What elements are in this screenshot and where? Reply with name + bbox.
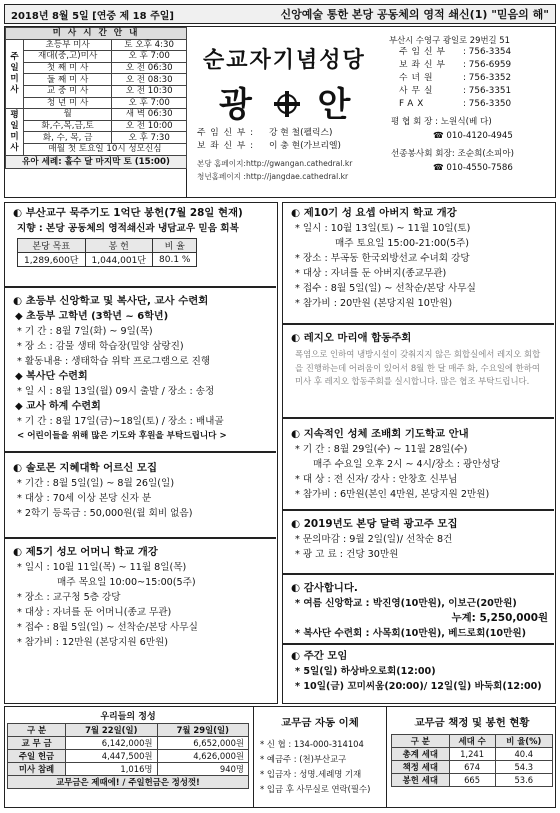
info-line: 매주 수요일 오후 2시 ~ 4시/장소 : 광안성당: [313, 459, 501, 470]
offering-footer: 교무금은 제때에! / 주일헌금은 정성껏!: [8, 775, 249, 788]
phone-row: [381, 46, 555, 59]
info-line: 매주 목요일 10:00~15:00(5주): [57, 577, 196, 588]
meeting-line: * 5일(일) 하상바오로회(12:00): [283, 664, 554, 679]
table-row-label: 책정 세대: [392, 761, 450, 774]
phone-number: : 756-3350: [463, 99, 512, 109]
info-line: * 대상 : 70세 이상 본당 신자 분: [5, 491, 276, 506]
table-header: 7월 29일(일): [157, 723, 249, 736]
table-row-label: 총계 세대: [392, 748, 450, 761]
phone-number: : 756-3354: [463, 47, 512, 57]
section-title: ◐ 부산교구 묵주기도 1억단 봉헌(7월 28일 현재): [5, 206, 276, 221]
section-title: ◐ 감사합니다.: [283, 581, 554, 596]
phone-label: 사무실: [399, 86, 437, 96]
table-cell: 6,142,000원: [66, 736, 158, 749]
info-line: * 광 고 료 : 건당 30만원: [283, 547, 554, 562]
section-title: ◐ 레지오 마리애 합동주회: [283, 331, 554, 346]
phone-row: [381, 59, 555, 72]
legio-notice: 폭염으로 인하여 냉방시설이 갖춰지지 않은 회합실에서 레지오 회합을 진행하는데 어려움이 있어서 8월 한 달 매주 화, 수요일에 한하여 미사 후 레지오 합동주회를 실시합니다. 많은 협조 부탁드립니다.: [295, 349, 541, 386]
auto-transfer-info: [253, 707, 387, 807]
info-line: * 기 간 : 8월 29일(수) ~ 11월 28일(수): [283, 442, 554, 457]
meeting-line: * 10일(금) 꼬미씨움(20:00)/ 12일(일) 바둑회(12:00): [283, 679, 554, 694]
info-line: * 기간 : 8월 5일(일) ~ 8월 26일(일): [5, 476, 276, 491]
adoration-section: [283, 427, 554, 502]
title-right: 안: [317, 85, 355, 125]
bulletin-title: [219, 77, 354, 126]
table-header: 구 분: [8, 723, 66, 736]
prayer-request: < 어린이들을 위해 많은 기도와 후원을 부탁드립니다 >: [17, 431, 227, 441]
sunday-mass-label: 주일미사: [6, 39, 24, 109]
youth-camp-section: [5, 294, 276, 444]
mass-name: 월: [24, 109, 112, 121]
title-left: 광: [219, 85, 256, 125]
mass-time: 오 후 7:30: [112, 132, 187, 144]
mass-name: 둘 째 미 사: [24, 74, 112, 86]
mass-time: 토 오후 4:30: [112, 39, 187, 51]
mass-name: 화,수,목,금,토: [24, 120, 112, 132]
pastoral-theme: 신앙예술 통한 본당 공동체의 영적 쇄신(1) "믿음의 해": [280, 8, 549, 21]
phone-label: 주임신부: [399, 47, 449, 57]
info-line: * 장 소 : 감물 생태 학습장(밀양 삼랑진): [5, 339, 276, 354]
subheading: ◆ 교사 하계 수련회: [5, 399, 276, 414]
divider: [5, 286, 276, 288]
mass-name: 매월 첫 토요일 10시 성모신심: [24, 143, 187, 155]
mass-name: 초등부 미사: [24, 39, 112, 51]
table-cell: 4,626,000원: [157, 749, 249, 762]
table-header: 봉 헌: [85, 239, 153, 253]
autopay-title: 교무금 자동 이체: [281, 717, 359, 729]
left-column: [4, 202, 278, 704]
weekday-mass-label: 평일미사: [6, 109, 24, 155]
info-line: * 대 상 : 전 신자/ 강사 : 안창호 신부님: [283, 472, 554, 487]
table-header: 비 율: [153, 239, 197, 253]
mass-time: 오 전 06:30: [112, 62, 187, 74]
rosary-table: [17, 238, 197, 267]
weekly-meetings-section: [283, 649, 554, 694]
table-cell: 53.6: [495, 774, 552, 787]
info-line: * 대상 : 자녀를 둔 아버지(종교무관): [283, 266, 554, 281]
staff-name: 이 충 현(가브리엘): [269, 141, 341, 151]
right-column: [282, 202, 556, 704]
phone-label: FAX: [399, 99, 428, 109]
info-line: * 기 간 : 8월 17일(금)~18일(토) / 장소 : 배내골: [5, 414, 276, 429]
table-cell: 1,241: [449, 748, 495, 761]
table-cell: 6,652,000원: [157, 736, 249, 749]
subheading: ◆ 복사단 수련회: [5, 369, 276, 384]
info-line: * 참가비 : 12만원 (본당지원 6만원): [5, 635, 276, 650]
section-title: ◐ 솔로몬 지혜대학 어르신 모집: [5, 461, 276, 476]
finance-block: [4, 706, 556, 808]
table-cell: 940명: [157, 762, 249, 775]
donation-total: 누계: 5,250,000원: [451, 612, 548, 624]
website-links: [197, 157, 352, 183]
table-row-label: 미사 참례: [8, 762, 66, 775]
issue-date: 2018년 8월 5일 [연중 제 18 주일]: [11, 10, 174, 22]
info-line: * 접수 : 8월 5일(일) ~ 선착순/본당 사무실: [5, 620, 276, 635]
info-line: * 일시 : 10월 11일(목) ~ 11월 8일(목): [5, 560, 276, 575]
staff-role: 보 좌 신 부 :: [197, 141, 255, 151]
mass-time: 새 벽 06:30: [112, 109, 187, 121]
offering-table: [7, 709, 249, 789]
subheading: ◆ 초등부 고학년 (3학년 ~ 6학년): [5, 309, 276, 324]
info-line: 매주 토요일 15:00-21:00(5주): [335, 238, 470, 249]
pledge-title: 교무금 책정 및 봉헌 현황: [414, 717, 530, 729]
divider: [5, 537, 276, 539]
info-line: * 활동내용 : 생태학습 위탁 프로그램으로 진행: [5, 354, 276, 369]
info-line: * 기 간 : 8월 7일(화) ~ 9일(목): [5, 324, 276, 339]
autopay-line: * 신 협 : 134-000-314104: [260, 739, 364, 749]
mass-name: 청 년 미 사: [24, 97, 112, 109]
table-row-label: 봉헌 세대: [392, 774, 450, 787]
info-line: * 장소 : 교구청 5층 강당: [5, 590, 276, 605]
divider: [5, 451, 276, 453]
table-header: 본당 목표: [18, 239, 86, 253]
rosary-section: [5, 206, 276, 267]
calendar-ad-section: [283, 517, 554, 562]
donation-line: * 복사단 수련회 : 사목회(10만원), 베드로회(10만원): [283, 626, 554, 641]
mass-time: 오 후 7:00: [112, 97, 187, 109]
info-line: * 장소 : 부곡동 한국외방선교 수녀회 강당: [283, 251, 554, 266]
schedule-title: 미 사 시 간 안 내: [6, 28, 187, 40]
section-title: ◐ 제10기 성 요셉 아버지 학교 개강: [283, 206, 554, 221]
info-line: * 접수 : 8월 5일(일) ~ 선착순/본당 사무실: [283, 281, 554, 296]
info-line: * 참가비 : 20만원 (본당지원 10만원): [283, 296, 554, 311]
divider: [283, 509, 554, 511]
table-cell: 1,016명: [66, 762, 158, 775]
table-header: 7월 22일(일): [66, 723, 158, 736]
table-header: 구 분: [392, 735, 450, 748]
info-line: * 2학기 등록금 : 50,000원(월 회비 없음): [5, 506, 276, 521]
legio-section: [283, 331, 554, 389]
phone-row: [381, 72, 555, 85]
parish-homepage-link[interactable]: 본당 홈페이지:http://gwangan.cathedral.kr: [197, 159, 353, 168]
funeral-ministry-phone: ☎ 010-4550-7586: [433, 163, 513, 173]
autopay-line: * 예금주 : (천)부산교구: [260, 754, 347, 764]
funeral-ministry-head: 선종봉사회 회장: 조순희(소피아): [391, 149, 514, 159]
section-title: ◐ 초등부 신앙학교 및 복사단, 교사 수련회: [5, 294, 276, 309]
divider: [283, 323, 554, 325]
clergy-list: [197, 127, 341, 153]
mass-name: 첫 째 미 사: [24, 62, 112, 74]
table-cell: 1,289,600단: [18, 253, 86, 267]
info-line: * 일시 : 10월 13일(토) ~ 11월 10일(토): [283, 221, 554, 236]
pledge-table: [391, 734, 553, 787]
table-cell: 4,447,500원: [66, 749, 158, 762]
senior-college-section: [5, 461, 276, 521]
section-title: ◐ 지속적인 성체 조배회 기도학교 안내: [283, 427, 554, 442]
autopay-line: * 입금자 : 성명.세례명 기재: [260, 769, 362, 779]
table-cell: 674: [449, 761, 495, 774]
phone-row: [381, 98, 555, 111]
masthead-block: [4, 26, 556, 198]
divider: [283, 573, 554, 575]
divider: [283, 417, 554, 419]
youth-homepage-link[interactable]: 청년홈페이지 :http://jangdae.cathedral.kr: [197, 172, 349, 181]
divider: [283, 643, 554, 645]
table-header: 세대 수: [449, 735, 495, 748]
baptism-note: 유아 세례: 홀수 달 마지막 토 (15:00): [6, 155, 187, 168]
rosary-intention: 지향 : 본당 공동체의 영적쇄신과 냉담교우 믿음 회복: [17, 223, 239, 234]
council-president: 평 협 회 장 : 노원식(베 다): [391, 117, 492, 127]
info-line: * 대상 : 자녀를 둔 어머니(종교 무관): [5, 605, 276, 620]
mass-name: 교 중 미 사: [24, 85, 112, 97]
autopay-line: * 입금 후 사무실로 연락(필수): [260, 784, 371, 794]
header-bar: [4, 4, 556, 24]
phone-row: [381, 85, 555, 98]
mothers-school-section: [5, 545, 276, 650]
mass-time: 오 전 08:30: [112, 74, 187, 86]
phone-number: : 756-3351: [463, 86, 512, 96]
phone-label: 수녀원: [399, 73, 437, 83]
section-title: ◐ 제5기 성모 어머니 학교 개강: [5, 545, 276, 560]
parish-name: 순교자기념성당: [203, 47, 366, 73]
contact-info: [381, 27, 555, 197]
bulletin-title-area: [189, 27, 379, 197]
cross-icon: [272, 89, 302, 119]
table-cell: 80.1 %: [153, 253, 197, 267]
phone-number: : 756-6959: [463, 60, 512, 70]
info-line: * 문의마감 : 9월 2일(일)/ 선착순 8건: [283, 532, 554, 547]
mass-time: 오 전 10:30: [112, 85, 187, 97]
mass-time: 오 전 10:00: [112, 120, 187, 132]
staff-name: 강 현 철(펠릭스): [269, 128, 333, 138]
donation-line: * 여름 신앙학교 : 박진영(10만원), 이보근(20만원): [283, 596, 554, 611]
section-title: ◐ 2019년도 본당 달력 광고주 모집: [283, 517, 554, 532]
phone-number: : 756-3352: [463, 73, 512, 83]
table-cell: 40.4: [495, 748, 552, 761]
mass-schedule: [5, 27, 187, 197]
mass-name: 재대(중,고)미사: [24, 51, 112, 63]
info-line: * 참가비 : 6만원(본인 4만원, 본당지원 2만원): [283, 487, 554, 502]
fathers-school-section: [283, 206, 554, 311]
mass-name: 화, 수, 목, 금: [24, 132, 112, 144]
table-cell: 665: [449, 774, 495, 787]
offering-caption: 우리들의 정성: [100, 712, 156, 723]
parish-address: 부산시 수영구 광일로 29번길 51: [389, 35, 510, 45]
table-header: 비 율(%): [495, 735, 552, 748]
section-title: ◐ 주간 모임: [283, 649, 554, 664]
staff-role: 주 임 신 부 :: [197, 128, 255, 138]
table-cell: 1,044,001단: [85, 253, 153, 267]
council-phone: ☎ 010-4120-4945: [433, 131, 513, 141]
mass-time: 오 후 7:00: [112, 51, 187, 63]
pledge-status: [391, 709, 553, 787]
table-row-label: 교 무 금: [8, 736, 66, 749]
table-cell: 54.3: [495, 761, 552, 774]
info-line: * 일 시 : 8월 13일(월) 09시 출발 / 장소 : 송정: [5, 384, 276, 399]
thanks-section: [283, 581, 554, 641]
phone-label: 보좌신부: [399, 60, 449, 70]
table-row-label: 주일 헌금: [8, 749, 66, 762]
